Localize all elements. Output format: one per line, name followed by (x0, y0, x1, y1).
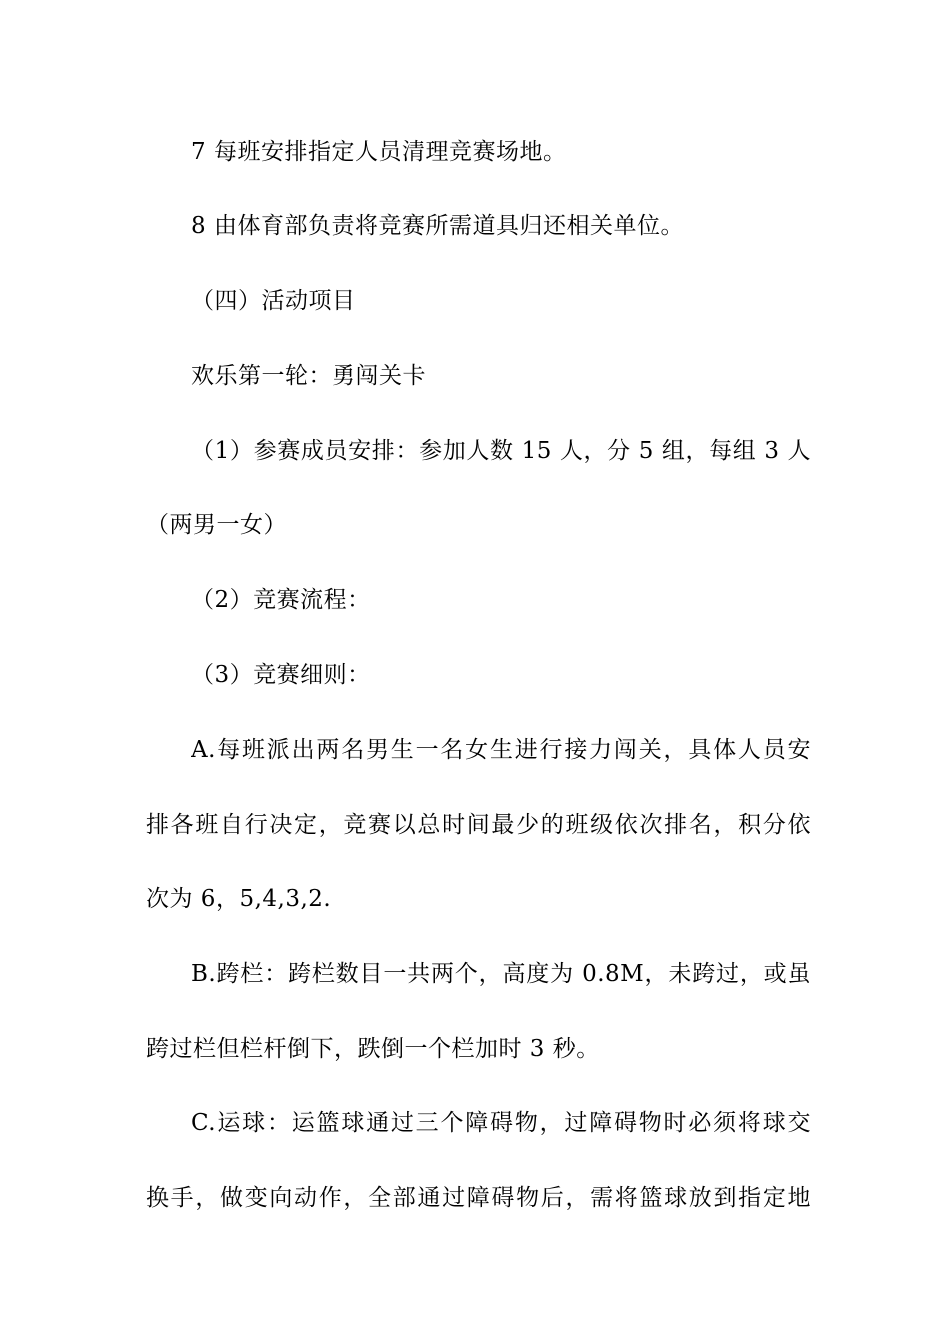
paragraph-line-2: 8 由体育部负责将竞赛所需道具归还相关单位。 (191, 213, 684, 239)
paragraph-line-1: 7 每班安排指定人员清理竞赛场地。 (191, 139, 567, 165)
paragraph-line-10: 排各班自行决定，竞赛以总时间最少的班级依次排名，积分依 (146, 812, 811, 838)
paragraph-line-6: （两男一女） (146, 512, 287, 538)
paragraph-line-14: C.运球：运篮球通过三个障碍物，过障碍物时必须将球交 (191, 1110, 811, 1136)
paragraph-line-7: （2）竞赛流程： (191, 587, 371, 613)
paragraph-line-15: 换手，做变向动作，全部通过障碍物后，需将篮球放到指定地 (146, 1185, 811, 1211)
paragraph-line-8: （3）竞赛细则： (191, 662, 371, 688)
paragraph-line-9: A.每班派出两名男生一名女生进行接力闯关，具体人员安 (191, 737, 811, 763)
paragraph-line-12: B.跨栏：跨栏数目一共两个，高度为 0.8M，未跨过，或虽 (191, 961, 811, 987)
paragraph-line-5: （1）参赛成员安排：参加人数 15 人，分 5 组，每组 3 人 (191, 438, 811, 464)
paragraph-line-11: 次为 6，5,4,3,2. (146, 886, 332, 912)
section-heading: （四）活动项目 (191, 288, 356, 314)
subsection-heading: 欢乐第一轮：勇闯关卡 (191, 363, 426, 389)
paragraph-line-13: 跨过栏但栏杆倒下，跌倒一个栏加时 3 秒。 (146, 1036, 600, 1062)
